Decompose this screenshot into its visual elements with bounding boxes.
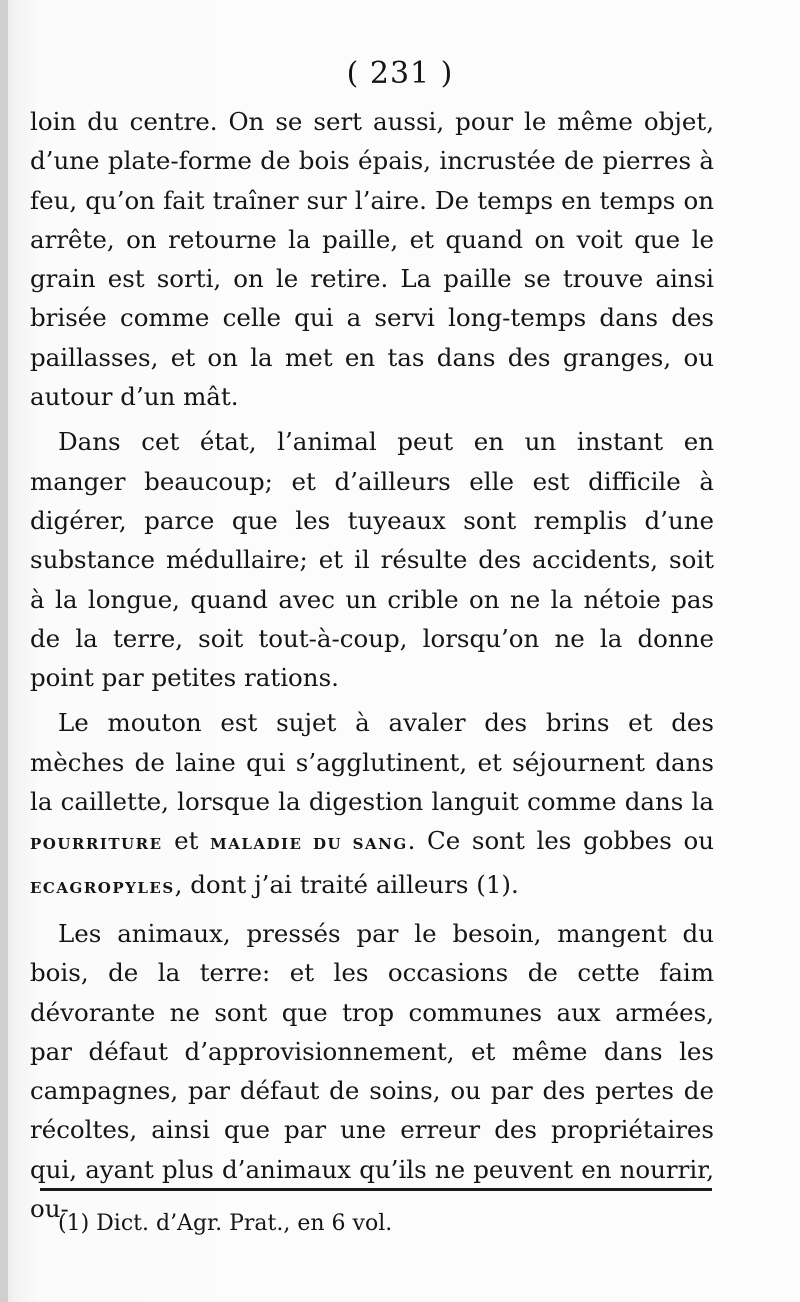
text-segment: loin du centre. On se sert aussi, pour le même objet, d’une plate-forme de bois épais, incrustée de pierres à feu, qu’on fait traîner sur l’aire. De temps en temps on arrête, on retourne la paille, et quand on voit que le grain est sorti, on le retire. La paille se trouve ainsi brisée comme celle qui a servi long-temps dans des paillasses, et on la met en tas dans des granges, ou autour d’un mât. [30,107,714,412]
text-segment: , dont j’ai traité ailleurs (1). [174,869,519,899]
paragraph [30,422,714,697]
text-segment: et [162,826,211,856]
small-caps-term: MALADIE DU SANG [210,835,408,854]
paragraph [30,914,714,1228]
text-segment: Dans cet état, l’animal peut en un instant en manger beaucoup; et d’ailleurs elle est difficile à digérer, parce que les tuyeaux sont remplis d’une substance médullaire; et il résulte des accidents, soit à la longue, quand avec un crible on ne la nétoie pas de la terre, soit tout-à-coup, lorsqu’on ne la donne point par petites rations. [30,427,714,693]
footnote: (1) Dict. d’Agr. Prat., en 6 vol. [58,1211,393,1236]
footnote-separator [40,1188,712,1191]
paragraph [30,102,714,416]
page-number: ( 231 ) [346,56,454,91]
body-text [30,102,714,1228]
text-segment: . Ce sont les gobbes ou [407,826,714,856]
text-segment: Les animaux, pressés par le besoin, mangent du bois, de la terre: et les occasions de cette faim dévorante ne sont que trop communes aux armées, par défaut d’approvisionnement, et même dans les campagnes, par défaut de soins, ou par des pertes de récoltes, ainsi que par une erreur des propriétaires qui, ayant plus d’animaux qu’ils ne peuvent en nourrir, ou- [30,918,714,1224]
small-caps-term: POURRITURE [30,835,163,854]
small-caps-term: ECAGROPYLES [30,878,175,897]
text-segment: Le mouton est sujet à avaler des brins et des mèches de laine qui s’agglutinent, et séjournent dans la caillette, lorsque la digestion languit comme dans la [30,708,714,817]
page-spine-shadow [0,0,8,1302]
paragraph [30,703,714,907]
